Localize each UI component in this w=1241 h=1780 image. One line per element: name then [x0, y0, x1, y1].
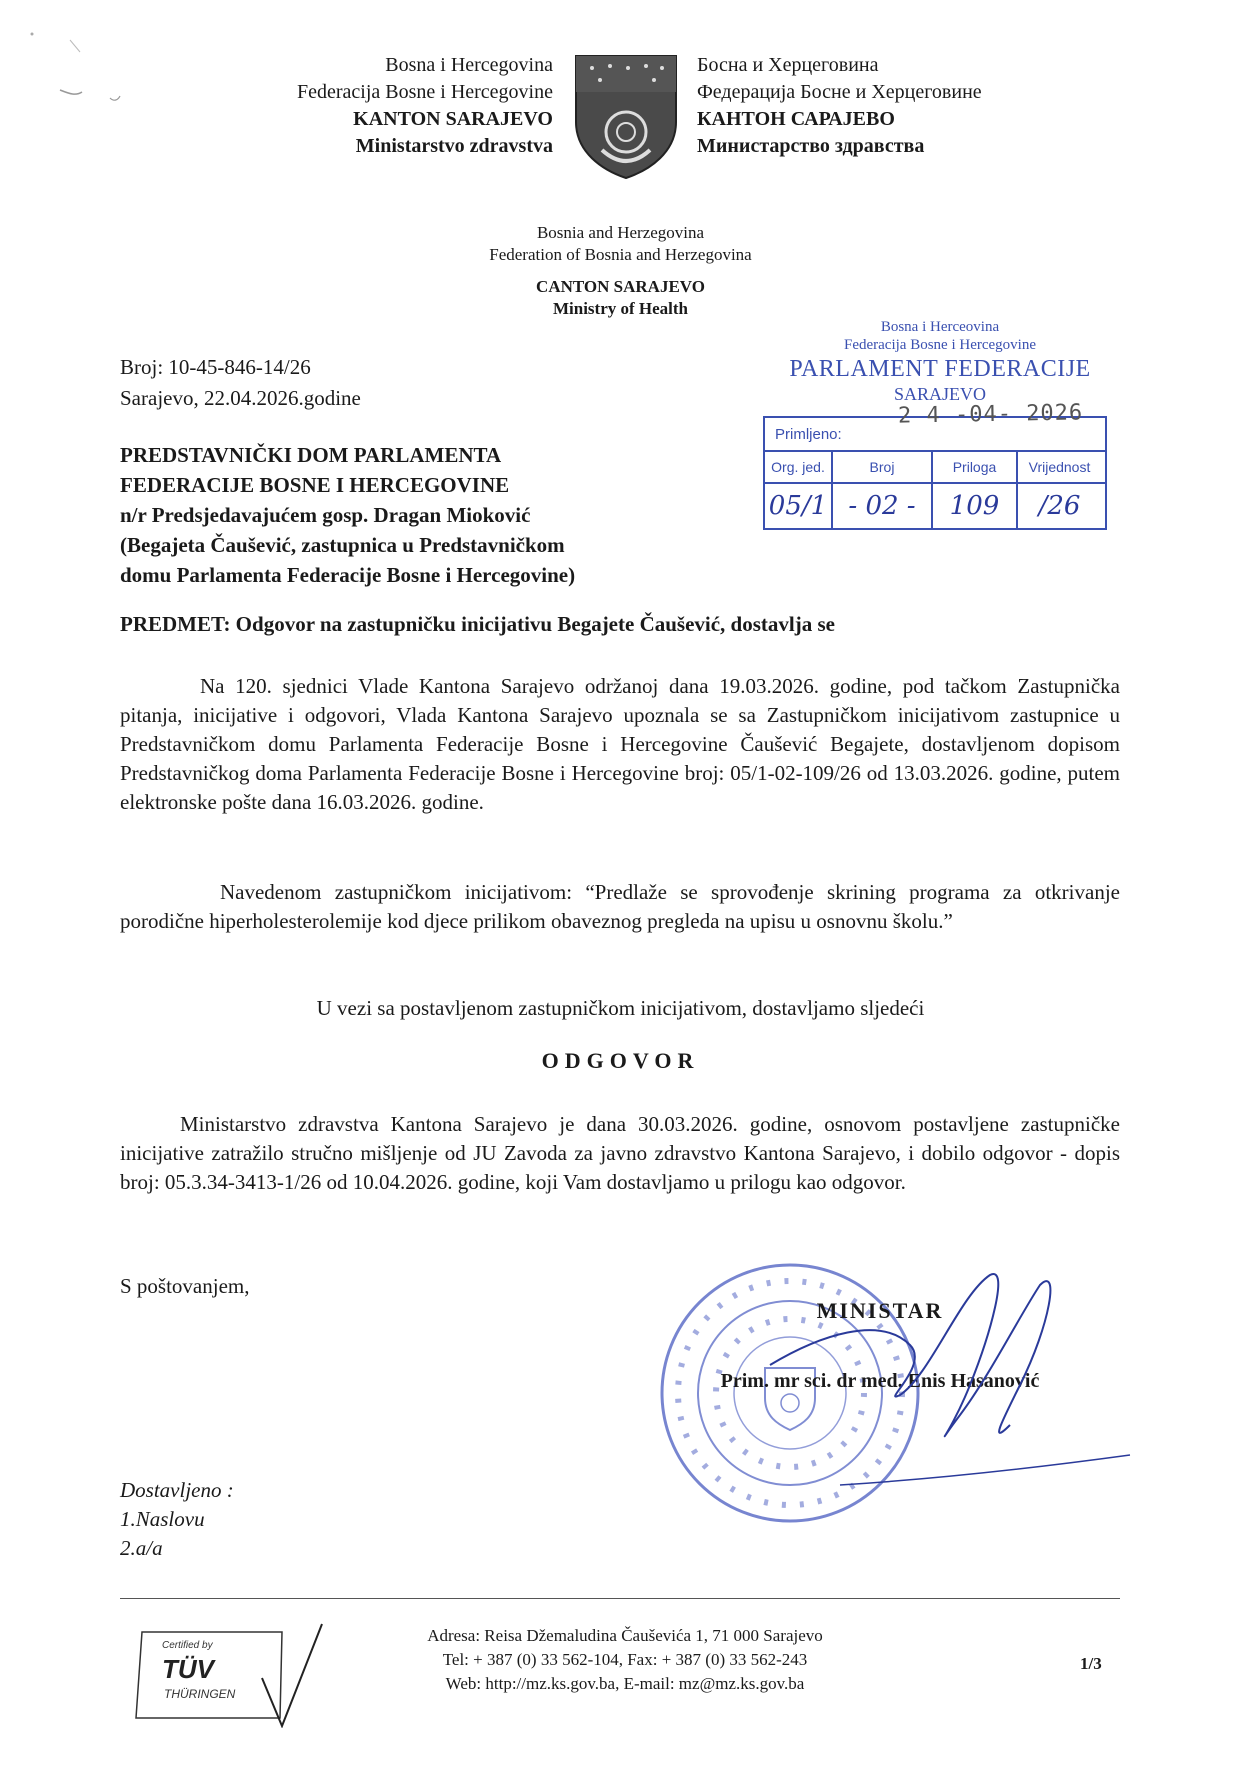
minister-name: Prim. mr sci. dr med. Enis Hasanović — [720, 1370, 1040, 1392]
header-right-ministry: Министарство здравства — [697, 135, 925, 157]
delivered-item: 1.Naslovu — [120, 1507, 205, 1531]
body-paragraph-4: Ministarstvo zdravstva Kantona Sarajevo je dana 30.03.2026. godine, osnovom postavljene zastupničke inicijative zatražilo stručno mišljenje od JU Zavoda za javno zdravstvo Kantona Sarajevo, i dobilo odgovor - dopis broj: 05.3.34-3413-1/26 od 10.04.2026. godine, koji Vam dostavljamo u prilogu kao odgovor. — [120, 1112, 1120, 1194]
header-left — [297, 52, 553, 160]
stamp-parliament: PARLAMENT FEDERACIJE — [789, 356, 1091, 382]
stamp-federation: Federacija Bosne i Hercegovine — [843, 337, 1036, 353]
header-english — [0, 222, 1241, 320]
received-label: Primljeno: — [765, 418, 1105, 452]
col-value: Vrijednost — [1028, 459, 1091, 475]
reference-block — [120, 352, 361, 414]
tuv-certification-logo — [132, 1618, 332, 1728]
recipient-line: n/r Predsjedavajućem gosp. Dragan Mioković — [120, 503, 531, 527]
received-stamp-header — [760, 318, 1120, 404]
value-org: 05/1 — [765, 484, 833, 528]
reference-date: Sarajevo, 22.04.2026.godine — [120, 386, 361, 410]
col-org: Org. jed. — [765, 452, 833, 482]
signature-icon — [760, 1255, 1140, 1515]
delivered-label: Dostavljeno : — [120, 1478, 234, 1502]
page-number: 1/3 — [1080, 1654, 1102, 1673]
col-attachments: Priloga — [933, 452, 1018, 482]
header-left-country: Bosna i Hercegovina — [385, 54, 553, 76]
minister-title: MINISTAR — [816, 1298, 944, 1323]
header-right-canton: КАНТОН САРАЈЕВО — [697, 108, 895, 130]
header-en-federation: Federation of Bosnia and Herzegovina — [489, 245, 752, 264]
body-paragraph-1: Na 120. sjednici Vlade Kantona Sarajevo održanoj dana 19.03.2026. godine, pod tačkom Zastupnička pitanja, inicijative i odgovori, Vlada Kantona Sarajevo upoznala se sa Zastupničkom inicijativom zastupnice u Predstavničkom domu Parlamenta Federacije Bosne i Hercegovine Čaušević Begajete, dostavljenom dopisom Predstavničkog doma Parlamenta Federacije Bosne i Hercegovine broj: 05/1-02-109/26 od 13.03.2026. godine, putem elektronske pošte dana 16.03.2026. godine. — [120, 674, 1120, 814]
footer-divider — [120, 1598, 1120, 1599]
recipient-block — [120, 440, 575, 590]
canton-crest-icon — [570, 52, 682, 180]
header-en-ministry: Ministry of Health — [552, 299, 689, 318]
value-attachments: 109 — [933, 484, 1018, 528]
footer-address: Adresa: Reisa Džemaludina Čauševića 1, 71 000 Sarajevo — [427, 1626, 823, 1645]
body-paragraph-3: U vezi sa postavljenom zastupničkom inicijativom, dostavljamo sljedeći — [316, 996, 925, 1020]
header-left-federation: Federacija Bosne i Hercegovine — [296, 81, 553, 103]
regards: S poštovanjem, — [120, 1274, 250, 1298]
reference-number: Broj: 10-45-846-14/26 — [120, 355, 311, 379]
delivered-list — [120, 1476, 234, 1563]
stamp-city: SARAJEVO — [893, 384, 986, 404]
received-stamp-table — [763, 416, 1107, 530]
scan-ink-marks — [0, 0, 200, 140]
col-number: Broj — [833, 452, 933, 482]
tuv-subtitle: THÜRINGEN — [164, 1687, 236, 1701]
recipient-line: PREDSTAVNIČKI DOM PARLAMENTA — [120, 443, 502, 467]
answer-heading: ODGOVOR — [541, 1048, 700, 1073]
header-right-country: Босна и Херцеговина — [697, 54, 879, 76]
footer-phone: Tel: + 387 (0) 33 562-104, Fax: + 387 (0) 33 562-243 — [442, 1650, 808, 1669]
header-en-canton: CANTON SARAJEVO — [536, 277, 705, 296]
body-paragraph-2: Navedenom zastupničkom inicijativom: “Predlaže se sprovođenje skrining programa za otkrivanje porodične hiperholesterolemije kod djece prilikom obaveznog pregleda na upisu u osnovnu školu.” — [120, 880, 1120, 933]
header-left-ministry: Ministarstvo zdravstva — [355, 135, 553, 157]
value-number: - 02 - — [833, 484, 933, 528]
subject-line: PREDMET: Odgovor na zastupničku inicijativu Begajete Čaušević, dostavlja se — [120, 612, 835, 636]
recipient-line: (Begajeta Čaušević, zastupnica u Predstavničkom — [120, 533, 565, 557]
header-left-canton: KANTON SARAJEVO — [353, 108, 553, 130]
recipient-line: FEDERACIJE BOSNE I HERCEGOVINE — [120, 473, 510, 497]
footer-web: Web: http://mz.ks.gov.ba, E-mail: mz@mz.ks.gov.ba — [445, 1674, 805, 1693]
stamp-country: Bosna i Herceovina — [880, 319, 1000, 335]
tuv-name: TÜV — [162, 1654, 214, 1684]
value-value: /26 — [1038, 491, 1081, 521]
footer-contact — [380, 1624, 870, 1696]
header-right — [697, 52, 982, 160]
delivered-item: 2.a/a — [120, 1536, 163, 1560]
received-header-row — [765, 452, 1105, 484]
recipient-line: domu Parlamenta Federacije Bosne i Hercegovine) — [120, 563, 576, 587]
tuv-certified-label: Certified by — [162, 1640, 213, 1651]
stamp-date: 2 4 -04- 2026 — [897, 400, 1084, 429]
header-right-federation: Федерација Босне и Херцеговине — [697, 81, 982, 103]
received-values-row — [765, 484, 1105, 528]
header-en-country: Bosnia and Herzegovina — [536, 223, 705, 242]
